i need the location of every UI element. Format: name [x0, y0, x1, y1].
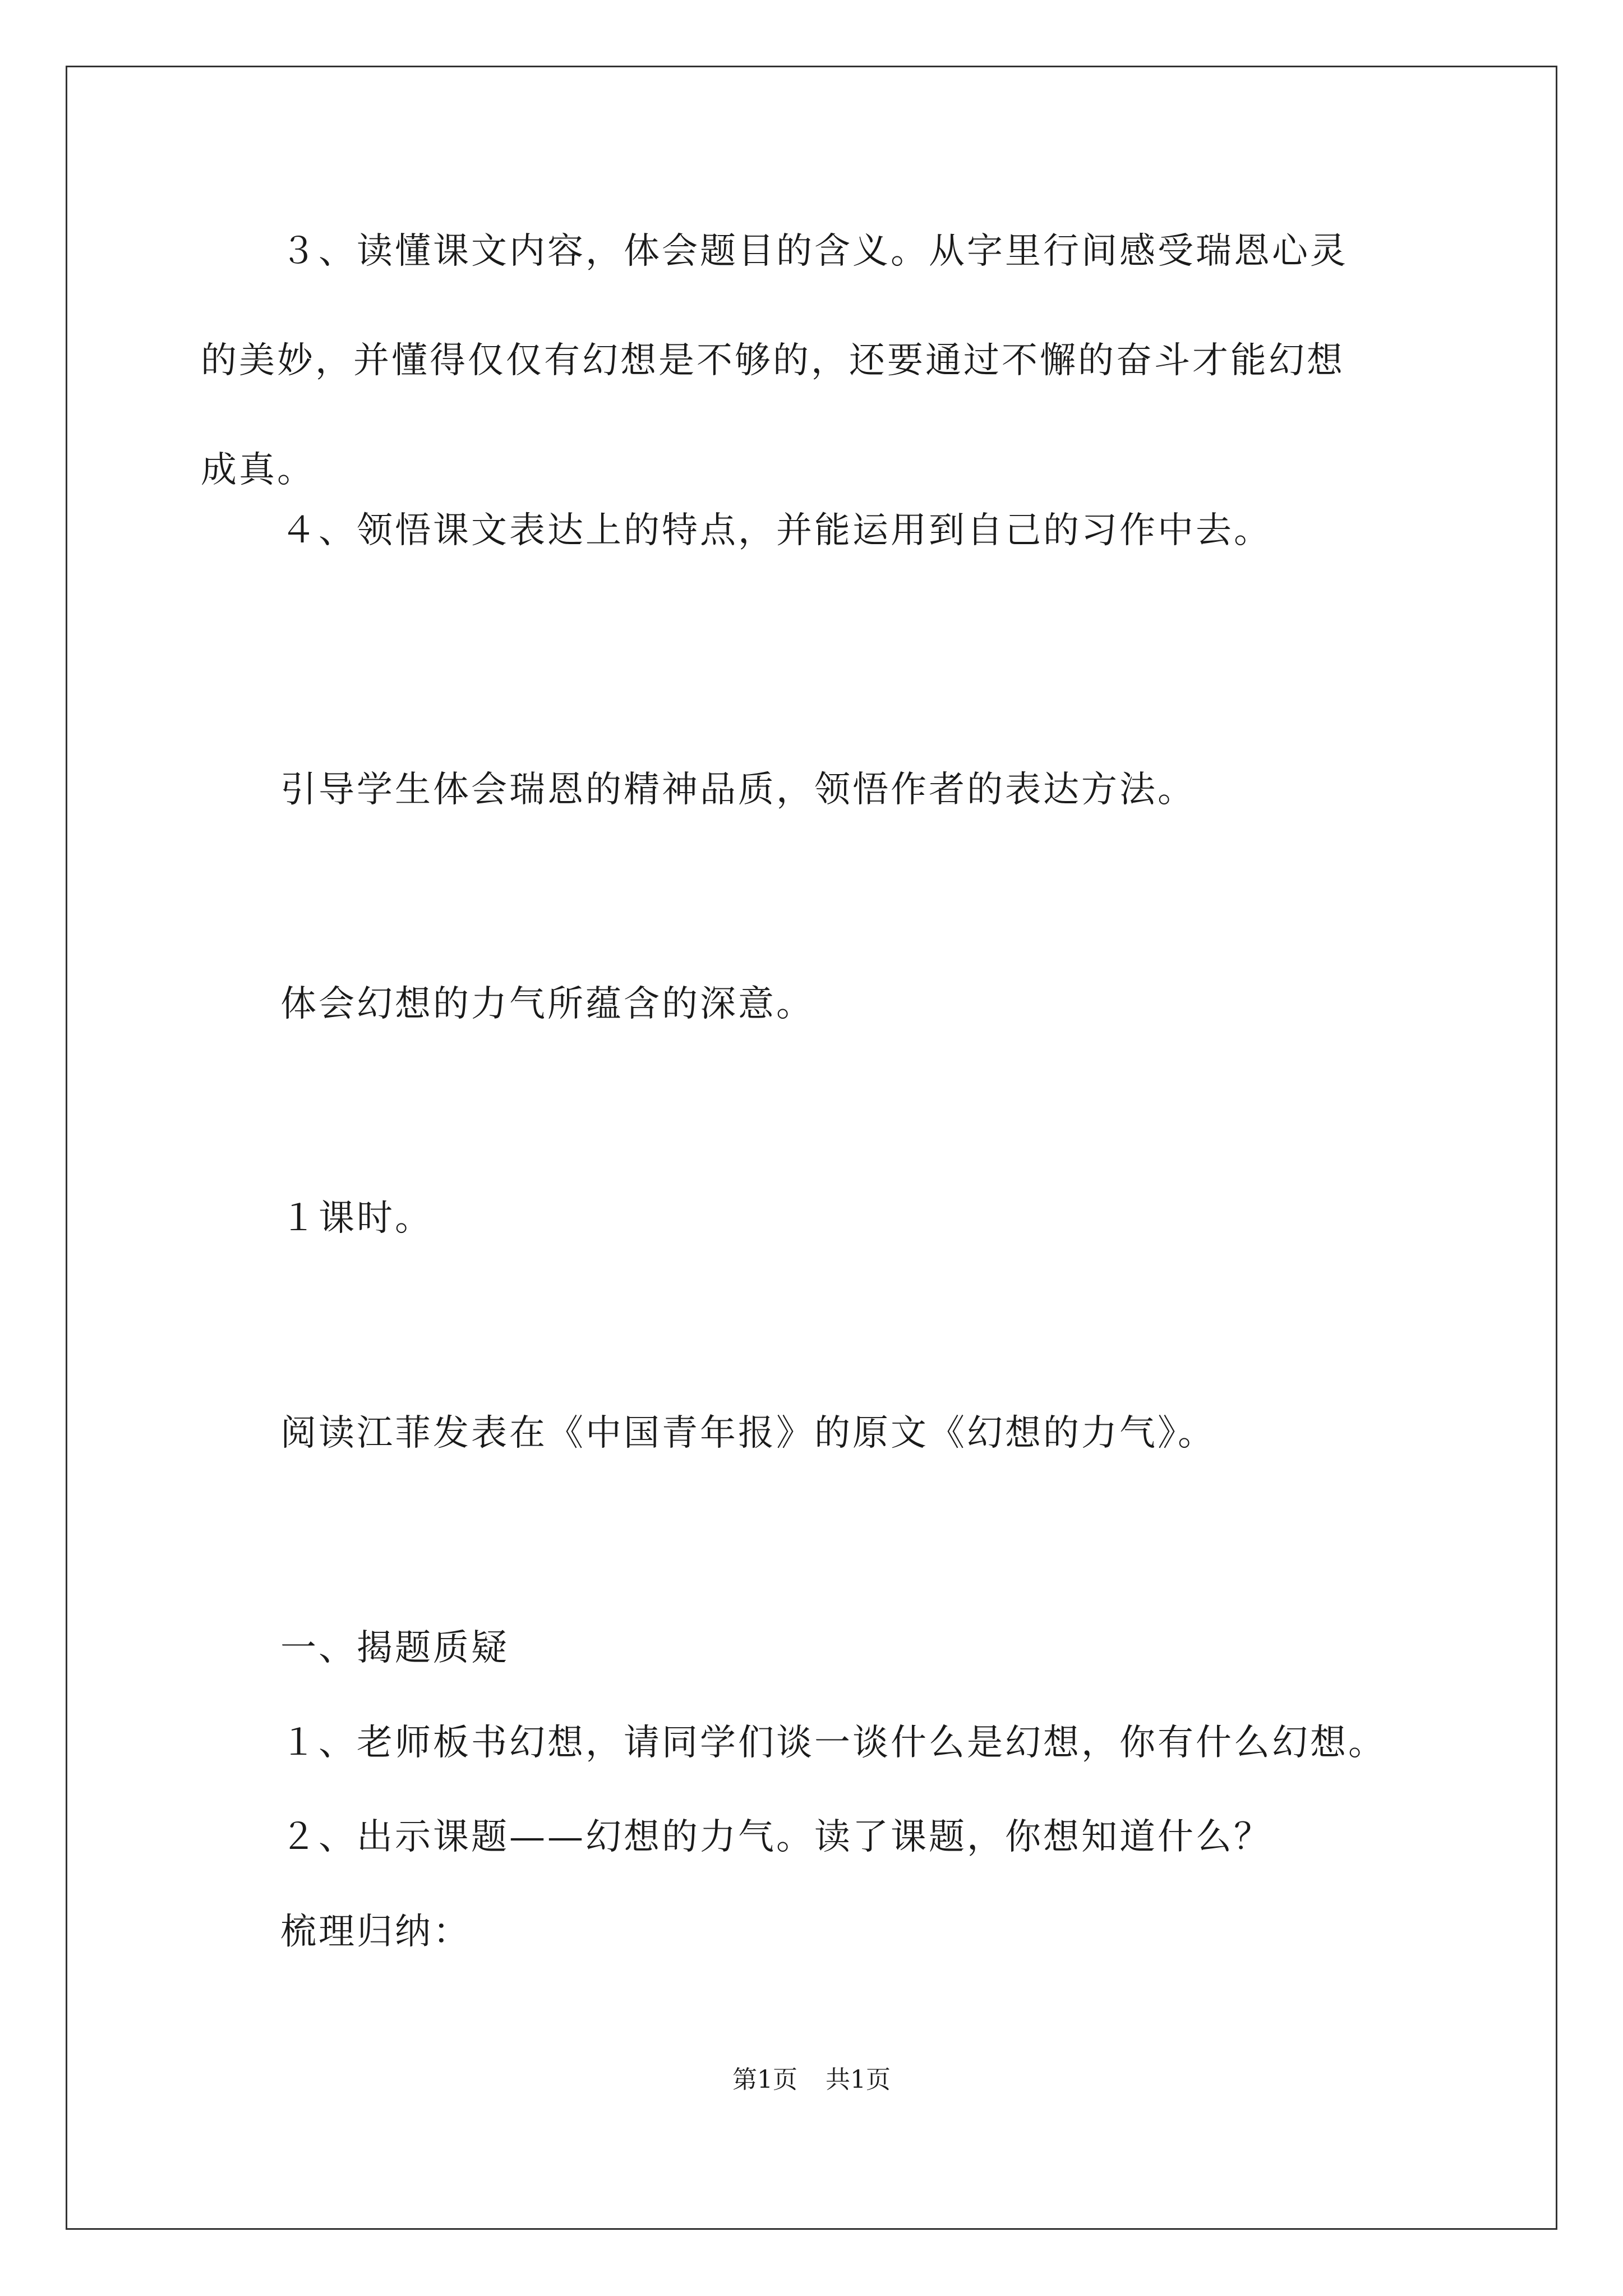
- page-footer: [0, 2064, 1623, 2096]
- text-line-12: 梳理归纳：: [280, 1911, 471, 1953]
- text-line-5: 引导学生体会瑞恩的精神品质，领悟作者的表达方法。: [280, 769, 1196, 811]
- section-heading: 一、揭题质疑: [280, 1627, 509, 1669]
- page-border: [66, 66, 1557, 2230]
- page-number: 第1页: [732, 2065, 797, 2094]
- text-line-8: 阅读江菲发表在《中国青年报》的原文《幻想的力气》。: [280, 1412, 1216, 1454]
- text-line-1: ３、读懂课文内容，体会题目的含义。从字里行间感受瑞恩心灵: [280, 231, 1348, 272]
- text-line-3: 成真。: [201, 449, 315, 491]
- text-line-6: 体会幻想的力气所蕴含的深意。: [280, 983, 814, 1025]
- text-line-2: 的美妙，并懂得仅仅有幻想是不够的，还要通过不懈的奋斗才能幻想: [201, 340, 1345, 381]
- text-line-11: ２、出示课题——幻想的力气。读了课题，你想知道什么？: [280, 1816, 1272, 1858]
- text-line-10: １、老师板书幻想，请同学们谈一谈什么是幻想，你有什么幻想。: [280, 1722, 1386, 1764]
- text-line-7: １课时。: [280, 1198, 433, 1239]
- page-total: 共1页: [826, 2065, 891, 2094]
- text-line-4: ４、领悟课文表达上的特点，并能运用到自己的习作中去。: [280, 510, 1272, 551]
